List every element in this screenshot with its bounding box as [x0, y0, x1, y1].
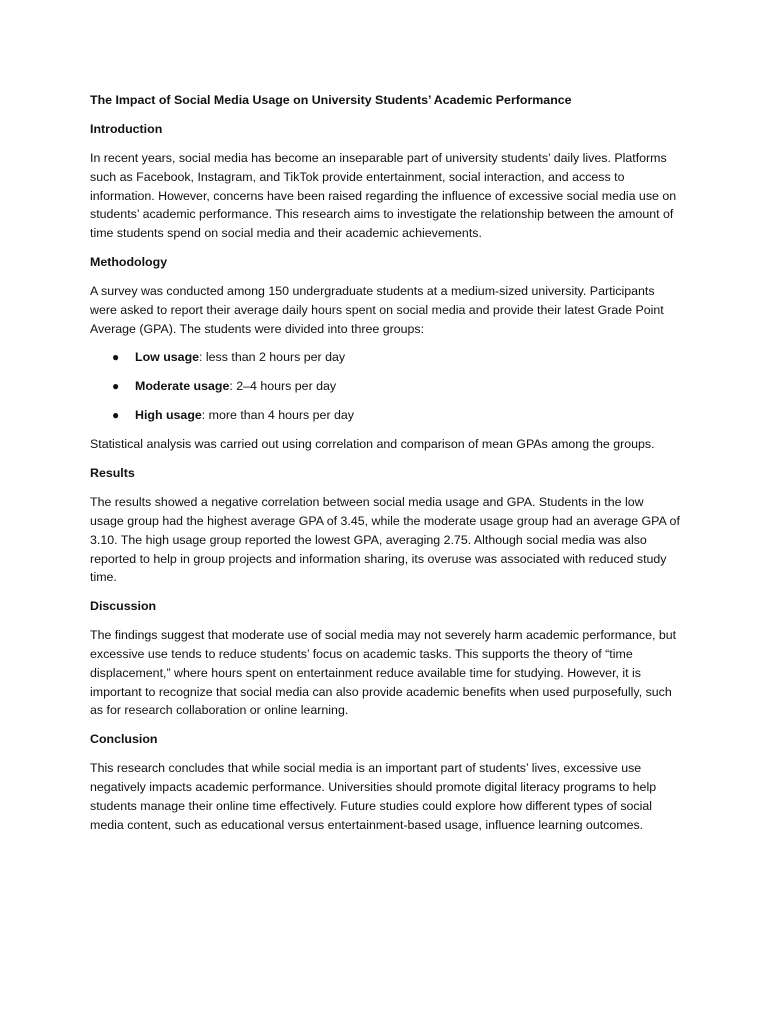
results-heading: Results [90, 466, 135, 481]
bullet-description: : more than 4 hours per day [201, 408, 354, 423]
bullet-term: Moderate usage [135, 379, 230, 394]
introduction-heading: Introduction [90, 122, 163, 136]
conclusion-heading: Conclusion [90, 732, 158, 747]
usage-group-list [90, 348, 680, 425]
introduction-paragraph: In recent years, social media has become an inseparable part of university students’ daily lives. Platforms such as Facebook, Instagram, and TikTok provide entertainment, social interaction, and access to information. However, concerns have been raised regarding the influence of excessive social media use on students’ academic performance. This research aims to investigate the relationship between the amount of time students spend on social media and their academic achievements. [90, 151, 677, 241]
list-item-moderate-usage [90, 377, 680, 396]
discussion-heading: Discussion [90, 599, 157, 614]
conclusion-paragraph: This research concludes that while social media is an important part of students’ lives, excessive use negatively impacts academic performance. Universities should promote digital literacy programs to help students manage their online time effectively. Future studies could explore how different types of social media content, such as educational versus entertainment-based usage, influence learning outcomes. [90, 761, 657, 832]
results-paragraph: The results showed a negative correlation between social media usage and GPA. Students in the low usage group had the highest average GPA of 3.45, while the moderate usage group had an average GPA of 3.10. The high usage group reported the lowest GPA, averaging 2.75. Although social media was also reported to help in group projects and information sharing, its overuse was associated with reduced study time. [90, 495, 680, 585]
bullet-term: High usage [135, 408, 202, 423]
methodology-analysis-paragraph: Statistical analysis was carried out using correlation and comparison of mean GPAs among the groups. [90, 437, 655, 452]
bullet-description: : less than 2 hours per day [199, 350, 346, 365]
document-title: The Impact of Social Media Usage on University Students’ Academic Performance [90, 93, 572, 107]
bullet-icon: ● [112, 350, 120, 365]
bullet-icon: ● [112, 379, 120, 394]
methodology-heading: Methodology [90, 254, 168, 269]
bullet-icon: ● [112, 408, 120, 423]
discussion-paragraph: The findings suggest that moderate use of social media may not severely harm academic performance, but excessive use tends to reduce students’ focus on academic tasks. This supports the theory of “time displacement,” where hours spent on entertainment reduce available time for studying. However, it is important to recognize that social media can also provide academic benefits when used purposefully, such as for research collaboration or online learning. [90, 628, 677, 718]
list-item-low-usage [90, 348, 680, 367]
methodology-paragraph: A survey was conducted among 150 undergraduate students at a medium-sized university. Participants were asked to report their average daily hours spent on social media and provide their latest Grade Point Average (GPA). The students were divided into three groups: [90, 283, 664, 336]
document-page [90, 91, 680, 844]
bullet-term: Low usage [135, 350, 200, 365]
bullet-description: : 2–4 hours per day [229, 379, 337, 394]
list-item-high-usage [90, 406, 680, 425]
